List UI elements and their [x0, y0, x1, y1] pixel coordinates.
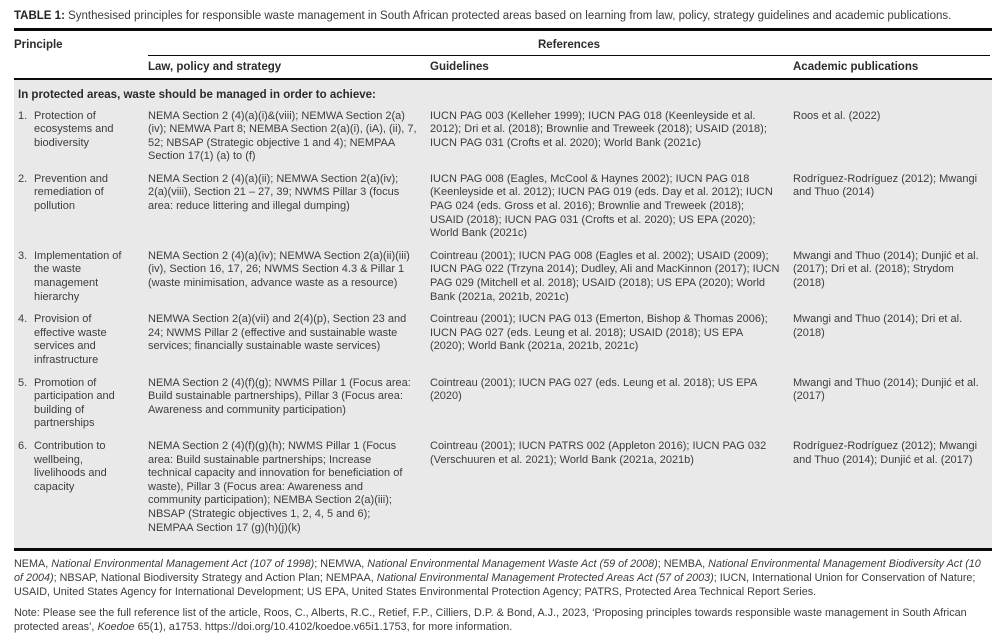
academic-publications-cell: Mwangi and Thuo (2014); Dri et al. (2018)	[793, 313, 963, 339]
academic-publications-cell: Mwangi and Thuo (2014); Dunjić et al. (2017); Dri et al. (2018); Strydom (2018)	[793, 249, 979, 290]
guidelines-cell: Cointreau (2001); IUCN PATRS 002 (Appleton 2016); IUCN PAG 032 (Verschuuren et al. 2021); World Bank (2021a, 2021b)	[430, 439, 767, 466]
table-body	[14, 78, 992, 552]
column-header-academic-publications: Academic publications	[793, 60, 919, 73]
row-number: 5.	[18, 376, 28, 389]
principle-text: Contribution to wellbeing, livelihoods and capacity	[34, 439, 107, 493]
section-header-row: In protected areas, waste should be managed in order to achieve:	[18, 88, 376, 101]
law-policy-cell: NEMA Section 2 (4)(a)(iv); NEMWA Section 2(a)(ii)(iii)(iv), Section 16, 17, 26; NWMS Section 4.3 & Pillar 1 (waste minimisation, advance waste as a resource)	[148, 249, 410, 290]
footnote-text: 65(1), a1753. https://doi.org/10.4102/koedoe.v65i1.1753, for more information.	[134, 621, 513, 634]
principle-cell	[18, 110, 148, 164]
footnote-act-title: National Environmental Management Protected Areas Act (57 of 2003)	[376, 572, 714, 585]
footnote-text: ; IUCN, International Union for Conservation of Nature; USAID, United States Agency for International Development; US EPA, United States Environmental Protection Agency; PATRS, Protected Area Technical Report Series.	[14, 572, 976, 599]
row-number: 1.	[18, 109, 28, 122]
table-row	[14, 246, 992, 309]
row-number: 6.	[18, 439, 28, 452]
column-header-references: References	[148, 36, 990, 56]
footnote-act-title: National Environmental Management Waste Act (59 of 2008)	[367, 558, 658, 571]
table-footnotes	[14, 551, 992, 634]
journal-title: Koedoe	[97, 621, 135, 634]
guidelines-cell: IUCN PAG 008 (Eagles, McCool & Haynes 2002); IUCN PAG 018 (Keenleyside et al. 2012); IUCN PAG 019 (eds. Day et al. 2012); IUCN PAG 024 (eds. Gross et al. 2016); Brownlie and Treweek (2018); USAID (2018); IUCN PAG 031 (Crofts et al. 2020); US EPA (2020); World Bank (2021c)	[430, 172, 773, 240]
principle-text: Protection of ecosystems and biodiversity	[34, 109, 114, 149]
law-policy-cell: NEMA Section 2 (4)(a)(ii); NEMWA Section 2(a)(iv); 2(a)(viii), Section 21 – 27, 39; NWMS Pillar 3 (focus area: reduce littering and illegal dumping)	[148, 172, 400, 213]
table-row	[14, 309, 992, 372]
footnote-text: ; NEMWA,	[314, 558, 368, 571]
principle-text: Provision of effective waste services and infrastructure	[34, 313, 107, 366]
row-number: 2.	[18, 172, 28, 185]
table-row	[14, 169, 992, 246]
table-header	[14, 31, 992, 78]
reference-note	[14, 606, 992, 634]
law-policy-cell: NEMWA Section 2(a)(vii) and 2(4)(p), Section 23 and 24; NWMS Pillar 2 (effective and sustainable waste services; financially sustainable waste services)	[148, 313, 407, 353]
abbreviations-note	[14, 557, 992, 599]
principle-cell	[18, 440, 148, 535]
table-row	[14, 436, 992, 540]
guidelines-cell: Cointreau (2001); IUCN PAG 027 (eds. Leung et al. 2018); US EPA (2020)	[430, 376, 757, 403]
footnote-text: Note: Please see the full reference list of the article, Roos, C., Alberts, R.C., Retief, F.P., Cilliers, D.P. & Bond, A.J., 2023, ‘Proposing principles towards responsible waste management in South African protected areas’,	[14, 607, 967, 634]
academic-publications-cell: Rodríguez-Rodríguez (2012); Mwangi and Thuo (2014); Dunjić et al. (2017)	[793, 439, 978, 466]
academic-publications-cell: Rodríguez-Rodríguez (2012); Mwangi and Thuo (2014)	[793, 172, 978, 199]
footnote-text: ; NEMBA,	[657, 558, 709, 571]
guidelines-cell: Cointreau (2001); IUCN PAG 008 (Eagles et al. 2002); USAID (2009); IUCN PAG 022 (Trzyna 2014); Dudley, Ali and MacKinnon (2017); IUCN PAG 029 (Mitchell et al. 2018); USAID (2018); US EPA (2020); World Bank (2021a, 2021b, 2021c)	[430, 249, 780, 303]
law-policy-cell: NEMA Section 2 (4)(f)(g); NWMS Pillar 1 (Focus area: Build sustainable partnerships), Pillar 3 (Focus area: Awareness and community participation)	[148, 376, 411, 416]
row-number: 3.	[18, 249, 28, 262]
footnote-text: ; NBSAP, National Biodiversity Strategy and Action Plan; NEMPAA,	[53, 572, 377, 585]
academic-publications-cell: Mwangi and Thuo (2014); Dunjić et al. (2017)	[793, 376, 979, 403]
guidelines-cell: IUCN PAG 003 (Kelleher 1999); IUCN PAG 018 (Keenleyside et al. 2012); Dri et al. (2018); Brownlie and Treweek (2018); USAID (2018); IUCN PAG 031 (Crofts et al. 2020); World Bank (2021c)	[430, 109, 767, 149]
law-policy-cell: NEMA Section 2 (4)(f)(g)(h); NWMS Pillar 1 (Focus area: Build sustainable partnerships; Increase technical capacity and innovation for beneficiation of waste), Pillar 3 (Focus area: Awareness and community participation); NEMBA Section 2(a)(iii); NBSAP (Strategic objectives 1, 2, 4, 5 and 6); NEMPAA Section 17 (g)(h)(j)(k)	[148, 439, 403, 534]
guidelines-cell: Cointreau (2001); IUCN PAG 013 (Emerton, Bishop & Thomas 2006); IUCN PAG 027 (eds. Leung et al. 2018); USAID (2018); US EPA (2020); World Bank (2021a, 2021b, 2021c)	[430, 313, 768, 353]
principle-cell	[18, 250, 148, 304]
column-header-guidelines: Guidelines	[430, 60, 489, 73]
footnote-act-title: National Environmental Management Biodiversity Act (10 of 2004)	[14, 558, 981, 585]
table-caption	[14, 9, 992, 28]
table-caption-label: TABLE 1:	[14, 10, 65, 22]
footnote-text: NEMA,	[14, 558, 52, 571]
principle-text: Implementation of the waste management hierarchy	[34, 249, 122, 303]
principle-cell	[18, 377, 148, 431]
table-row	[14, 106, 992, 169]
principle-text: Promotion of participation and building of partnerships	[34, 376, 115, 430]
column-header-law-policy-strategy: Law, policy and strategy	[148, 60, 282, 73]
table-caption-text: Synthesised principles for responsible waste management in South African protected areas based on learning from law, policy, strategy guidelines and academic publications.	[64, 10, 952, 22]
principle-cell	[18, 313, 148, 367]
row-number: 4.	[18, 313, 28, 326]
column-header-principle: Principle	[14, 38, 63, 51]
footnote-act-title: National Environmental Management Act (107 of 1998)	[51, 558, 315, 571]
academic-publications-cell: Roos et al. (2022)	[793, 109, 881, 122]
principle-text: Prevention and remediation of pollution	[34, 172, 108, 213]
law-policy-cell: NEMA Section 2 (4)(a)(i)&(viii); NEMWA Section 2(a)(iv); NEMWA Part 8; NEMBA Section 2(a)(i), (iA), (ii), 7, 52; NBSAP (Strategic objective 1 and 4); NEMPAA Section 17(1) (a) to (f)	[148, 109, 417, 163]
table-row	[14, 373, 992, 436]
principle-cell	[18, 173, 148, 241]
